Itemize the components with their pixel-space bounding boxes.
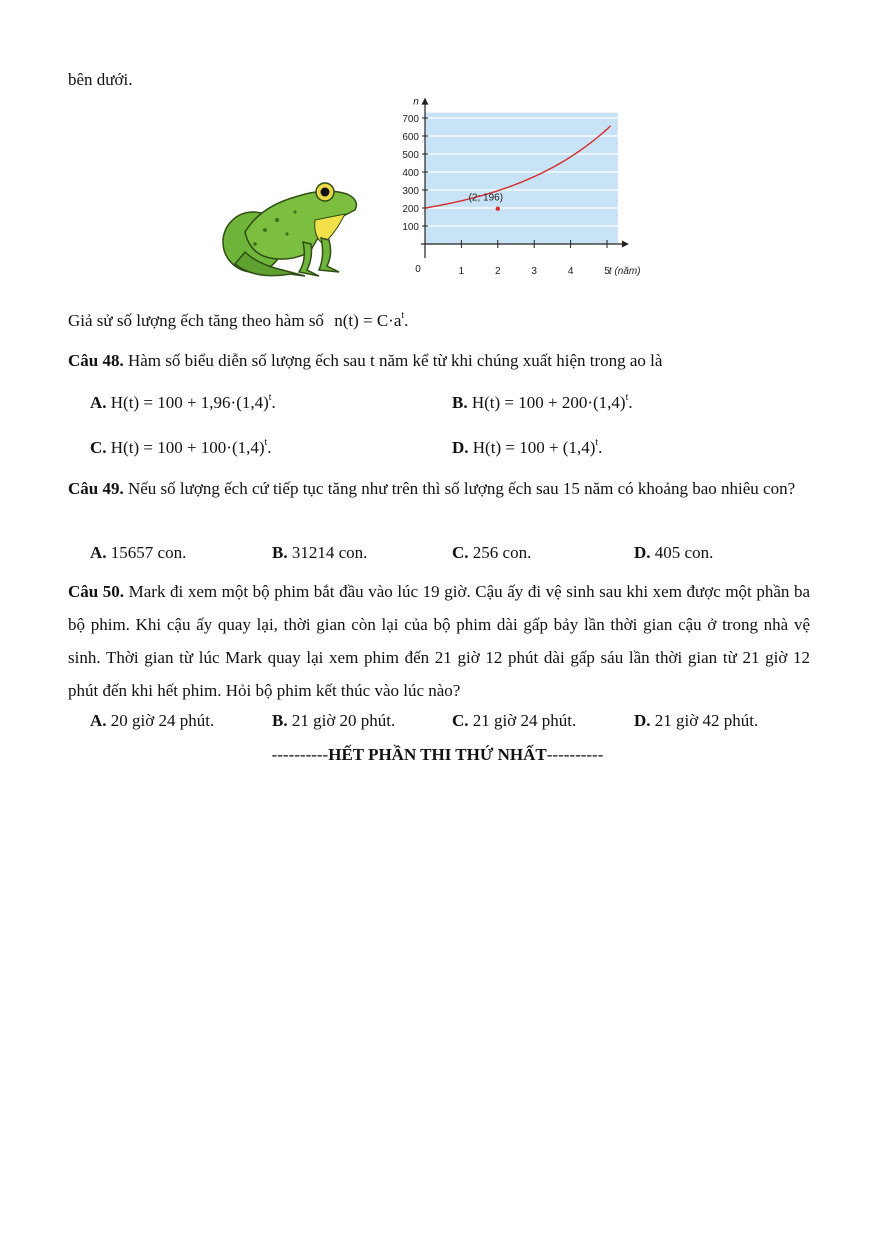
y-axis-arrow bbox=[422, 98, 429, 105]
y-axis-label: n bbox=[413, 96, 419, 108]
q48-option-b[interactable] bbox=[452, 392, 633, 413]
question-48-text: Hàm số biểu diễn số lượng ếch sau t năm kể từ khi chúng xuất hiện trong ao là bbox=[127, 351, 663, 370]
option-formula: H(t) = 100 + 100·(1,4) bbox=[110, 438, 265, 457]
question-50 bbox=[68, 575, 810, 707]
option-text: 256 con. bbox=[472, 543, 532, 562]
frog-body bbox=[245, 191, 356, 259]
y-tick-label: 100 bbox=[402, 222, 419, 233]
frog-illustration bbox=[215, 172, 365, 282]
model-sentence-text: Giả sử số lượng ếch tăng theo hàm số bbox=[68, 311, 324, 330]
x-tick-label: 1 bbox=[458, 266, 465, 277]
question-50-text: Mark đi xem một bộ phim bắt đầu vào lúc 19 giờ. Cậu ấy đi vệ sinh sau khi xem được một phần ba bộ phim. Khi cậu ấy quay lại, thời gian còn lại của bộ phim dài gấp bảy lần thời gian cậu ở trong nhà vệ sinh. Thời gian từ lúc Mark quay lại xem phim đến 21 giờ 12 phút dài gấp sáu lần thời gian từ 21 giờ 12 phút đến khi hết phim. Hỏi bộ phim kết thúc vào lúc nào? bbox=[68, 582, 811, 700]
option-formula: H(t) = 100 + 1,96·(1,4) bbox=[110, 393, 269, 412]
question-49 bbox=[68, 472, 810, 505]
q48-option-a[interactable] bbox=[90, 392, 276, 413]
y-tick-label: 600 bbox=[402, 132, 419, 143]
y-tick-label: 700 bbox=[402, 114, 419, 125]
option-exponent: t bbox=[625, 392, 629, 403]
option-letter: C. bbox=[90, 438, 107, 457]
option-exponent: t bbox=[264, 437, 268, 448]
option-text: 21 giờ 42 phút. bbox=[654, 711, 759, 730]
x-tick-label: 2 bbox=[495, 266, 501, 277]
q50-option-c[interactable] bbox=[452, 711, 576, 731]
q48-option-d[interactable] bbox=[452, 437, 602, 458]
footer-dashes-left: ---------- bbox=[271, 745, 329, 764]
option-end: . bbox=[598, 438, 603, 457]
footer-dashes-right: ---------- bbox=[546, 745, 604, 764]
question-49-text: Nếu số lượng ếch cứ tiếp tục tăng như trên thì số lượng ếch sau 15 năm có khoảng bao nhiêu con? bbox=[127, 479, 796, 498]
x-axis-label: t (năm) bbox=[608, 266, 641, 277]
q49-option-c[interactable] bbox=[452, 543, 531, 563]
option-exponent: t bbox=[268, 392, 272, 403]
option-letter: A. bbox=[90, 711, 107, 730]
origin-label: 0 bbox=[415, 264, 421, 275]
question-48 bbox=[68, 351, 662, 371]
option-formula: H(t) = 100 + (1,4) bbox=[472, 438, 596, 457]
option-letter: D. bbox=[452, 438, 469, 457]
option-end: . bbox=[267, 438, 272, 457]
y-tick-label: 300 bbox=[402, 186, 419, 197]
option-end: . bbox=[628, 393, 633, 412]
option-letter: D. bbox=[634, 711, 651, 730]
option-exponent: t bbox=[595, 437, 599, 448]
option-end: . bbox=[271, 393, 276, 412]
option-letter: C. bbox=[452, 543, 469, 562]
model-formula-end: . bbox=[404, 311, 409, 330]
x-axis-arrow bbox=[622, 241, 629, 248]
question-49-label: Câu 49. bbox=[68, 479, 124, 498]
option-letter: B. bbox=[272, 711, 288, 730]
model-formula bbox=[334, 311, 408, 330]
model-sentence bbox=[68, 310, 408, 331]
option-text: 31214 con. bbox=[291, 543, 368, 562]
option-text: 15657 con. bbox=[110, 543, 187, 562]
q49-option-d[interactable] bbox=[634, 543, 713, 563]
frog-eye bbox=[316, 183, 334, 201]
y-tick-label: 500 bbox=[402, 150, 419, 161]
y-tick-label: 400 bbox=[402, 168, 419, 179]
q48-option-c[interactable] bbox=[90, 437, 272, 458]
question-50-label: Câu 50. bbox=[68, 582, 125, 601]
option-letter: A. bbox=[90, 393, 107, 412]
q50-option-a[interactable] bbox=[90, 711, 214, 731]
data-point-label: (2; 196) bbox=[468, 192, 504, 204]
q50-option-d[interactable] bbox=[634, 711, 758, 731]
option-letter: A. bbox=[90, 543, 107, 562]
section-end-footer bbox=[0, 745, 875, 765]
question-48-label: Câu 48. bbox=[68, 351, 124, 370]
model-formula-exponent: t bbox=[401, 310, 405, 321]
growth-chart bbox=[395, 96, 665, 288]
data-point bbox=[496, 207, 500, 211]
q50-option-b[interactable] bbox=[272, 711, 395, 731]
q49-option-b[interactable] bbox=[272, 543, 367, 563]
option-letter: C. bbox=[452, 711, 469, 730]
x-tick-label: 4 bbox=[567, 266, 574, 277]
option-text: 405 con. bbox=[654, 543, 714, 562]
x-tick-label: 3 bbox=[531, 266, 537, 277]
q49-option-a[interactable] bbox=[90, 543, 186, 563]
option-text: 21 giờ 20 phút. bbox=[291, 711, 396, 730]
option-text: 21 giờ 24 phút. bbox=[472, 711, 577, 730]
model-formula-base: n(t) = C·a bbox=[334, 311, 402, 330]
y-tick-label: 200 bbox=[402, 204, 419, 215]
option-text: 20 giờ 24 phút. bbox=[110, 711, 215, 730]
option-letter: B. bbox=[452, 393, 468, 412]
footer-title: HẾT PHẦN THI THỨ NHẤT bbox=[328, 745, 547, 764]
option-formula: H(t) = 100 + 200·(1,4) bbox=[471, 393, 626, 412]
option-letter: D. bbox=[634, 543, 651, 562]
intro-text: bên dưới. bbox=[68, 70, 133, 89]
option-letter: B. bbox=[272, 543, 288, 562]
x-tick-label: 5 bbox=[604, 266, 610, 277]
frog-front-leg-2 bbox=[319, 238, 339, 272]
plot-background bbox=[425, 113, 618, 244]
